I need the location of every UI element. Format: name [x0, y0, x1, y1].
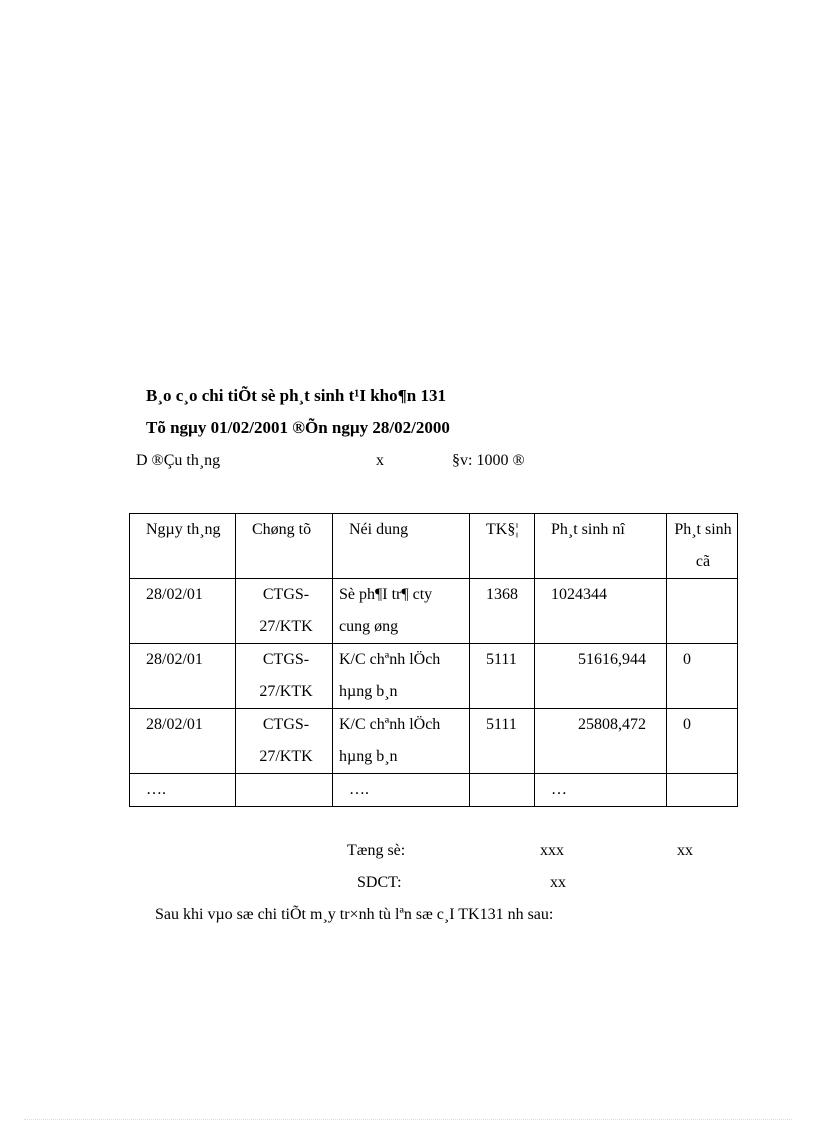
- cell-debit: 51616,944: [535, 644, 667, 709]
- cell-credit: 0: [667, 709, 738, 774]
- cell-date: 28/02/01: [130, 644, 236, 709]
- table-header-row: [130, 514, 738, 579]
- total-label: Tæng sè:: [347, 842, 406, 859]
- cell-account: [470, 774, 535, 807]
- cell-content: ….: [333, 774, 470, 807]
- table-row-ellipsis: [130, 774, 738, 807]
- table-row: [130, 579, 738, 644]
- header-account: TK§¦: [470, 514, 535, 579]
- header-credit: Ph¸t sinh cã: [667, 514, 738, 579]
- cell-voucher: CTGS-27/KTK: [236, 579, 333, 644]
- header-voucher: Chøng tõ: [236, 514, 333, 579]
- cell-credit: 0: [667, 644, 738, 709]
- cell-account: 5111: [470, 709, 535, 774]
- sdct-label: SDCT:: [357, 874, 402, 891]
- cell-account: 1368: [470, 579, 535, 644]
- cell-content: K/C chªnh lÖch hµng b¸n: [333, 709, 470, 774]
- cell-debit: …: [535, 774, 667, 807]
- cell-date: ….: [130, 774, 236, 807]
- cell-account: 5111: [470, 644, 535, 709]
- cell-date: 28/02/01: [130, 579, 236, 644]
- total-debit: xxx: [540, 842, 564, 859]
- cell-content: K/C chªnh lÖch hµng b¸n: [333, 644, 470, 709]
- detail-table: [129, 513, 738, 807]
- sdct-value: xx: [550, 874, 566, 891]
- report-title: B¸o c¸o chi tiÕt sè ph¸t sinh t¹I kho¶n 131: [146, 386, 447, 405]
- table-row: [130, 709, 738, 774]
- closing-text: Sau khi vµo sæ chi tiÕt m¸y tr×nh tù lªn sæ c¸I TK131 nh sau:: [155, 906, 554, 923]
- report-date-range: Tõ ngµy 01/02/2001 ®Õn ngµy 28/02/2000: [146, 418, 450, 437]
- total-credit: xx: [677, 842, 693, 859]
- header-date: Ngµy th¸ng: [130, 514, 236, 579]
- page-bottom-divider: [24, 1119, 792, 1120]
- header-debit: Ph¸t sinh nî: [535, 514, 667, 579]
- opening-balance-value: x: [376, 452, 384, 469]
- cell-voucher: CTGS-27/KTK: [236, 709, 333, 774]
- cell-date: 28/02/01: [130, 709, 236, 774]
- cell-debit: 1024344: [535, 579, 667, 644]
- cell-content: Sè ph¶I tr¶ cty cung øng: [333, 579, 470, 644]
- table-row: [130, 644, 738, 709]
- cell-voucher: CTGS-27/KTK: [236, 644, 333, 709]
- unit-label: §v: 1000 ®: [452, 452, 525, 469]
- cell-voucher: [236, 774, 333, 807]
- cell-credit: [667, 774, 738, 807]
- opening-balance-label: D ®Çu th¸ng: [136, 452, 221, 469]
- cell-credit: [667, 579, 738, 644]
- header-content: Néi dung: [333, 514, 470, 579]
- cell-debit: 25808,472: [535, 709, 667, 774]
